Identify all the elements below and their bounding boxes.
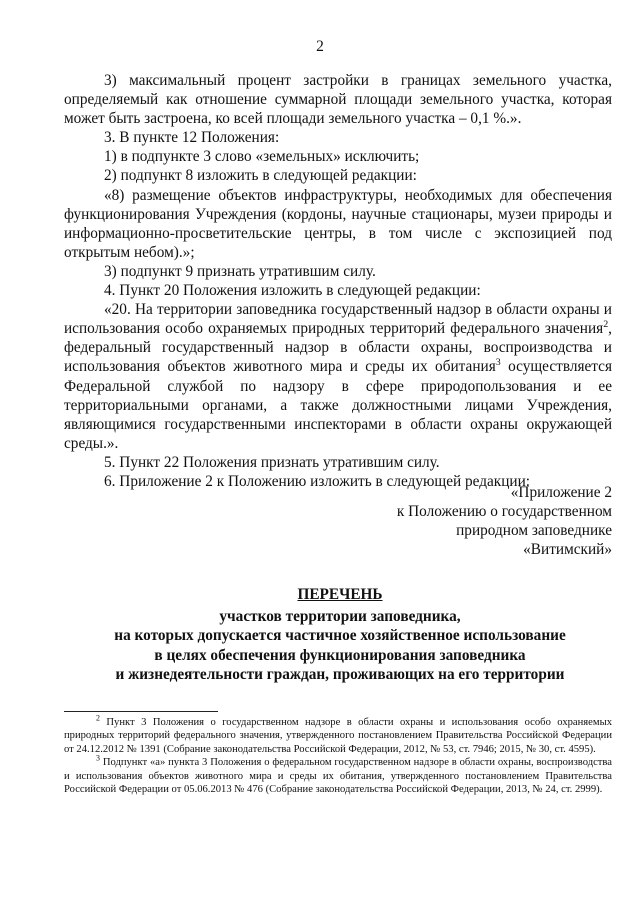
- footnote-mark: 3: [96, 753, 100, 763]
- paragraph: 5. Пункт 22 Положения признать утратившим силу.: [104, 453, 440, 471]
- paragraph: 1) в подпункте 3 слово «земельных» исключить;: [104, 148, 420, 166]
- paragraph: 3) подпункт 9 признать утратившим силу.: [104, 262, 376, 280]
- paragraph-20-part-c: осуществляется Федеральной службой по надзору в сфере природопользования и ее территориальными органами, а также должностными лицами Учреждения, являющимися государственными инспекторами в области охраны окружающей среды.».: [64, 358, 612, 452]
- title-line: в целях обеспечения функционирования заповедника: [154, 646, 526, 664]
- title-line: участков территории заповедника,: [219, 607, 461, 625]
- appendix-line: «Витимский»: [523, 541, 612, 558]
- page-number: 2: [316, 38, 324, 55]
- appendix-line: «Приложение 2: [510, 484, 612, 501]
- footnote-2: [64, 713, 612, 756]
- paragraph: 3. В пункте 12 Положения:: [104, 129, 280, 147]
- paragraph: «8) размещение объектов инфраструктуры, необходимых для обеспечения функционирования Учреждения (кордоны, научные стационары, музеи природы и информационно-просветительские центры, в том числе с экспозицией под открытым небом).»;: [64, 186, 612, 261]
- paragraph: 2) подпункт 8 изложить в следующей редакции:: [104, 167, 417, 185]
- paragraph: 6. Приложение 2 к Положению изложить в следующей редакции:: [104, 472, 531, 490]
- appendix-line: к Положению о государственном: [396, 503, 612, 520]
- appendix-line: природном заповеднике: [456, 522, 612, 539]
- title-line: и жизнедеятельности граждан, проживающих на его территории: [115, 666, 565, 683]
- footnote-3: [64, 753, 612, 796]
- title-line: на которых допускается частичное хозяйственное использование: [114, 627, 566, 644]
- paragraph: 4. Пункт 20 Положения изложить в следующей редакции:: [104, 282, 481, 300]
- paragraph: 3) максимальный процент застройки в границах земельного участка, определяемый как отношение суммарной площади земельного участка, которая может быть застроена, ко всей площади земельного участка – 0,1 %.».: [64, 72, 612, 128]
- main-text: [64, 71, 612, 491]
- footnote-mark: 2: [96, 713, 100, 723]
- list-title: [60, 585, 620, 685]
- title-heading: ПЕРЕЧЕНЬ: [297, 586, 383, 603]
- footnote-ref-3: 3: [495, 357, 501, 369]
- footnote-text: Пункт 3 Положения о государственном надзоре в области охраны и использования особо охраняемых природных территорий федерального значения, утвержденного постановлением Правительства Российской Федерации от 24.12.2012 № 1391 (Собрание законодательства Российской Федерации, 2012, № 53, ст. 7946; 2015, № 30, ст. 4595).: [64, 717, 612, 755]
- footnotes: [64, 713, 612, 796]
- paragraph-20-part-b: , федеральный государственный надзор в области охраны, воспроизводства и использования объектов животного мира и среды их обитания: [64, 320, 612, 376]
- footnote-text: Подпункт «а» пункта 3 Положения о федеральном государственном надзоре в области охраны, воспроизводства и использования объектов животного мира и среды их обитания, утвержденного постановлением Правительства Российской Федерации от 05.06.2013 № 476 (Собрание законодательства Российской Федерации, 2013, № 24, ст. 2999).: [64, 757, 612, 796]
- appendix-header: [397, 483, 612, 559]
- footnote-separator: [64, 711, 218, 712]
- footnote-ref-2: 2: [603, 319, 609, 331]
- paragraph-20: [64, 300, 612, 453]
- paragraph-20-part-a: «20. На территории заповедника государственный надзор в области охраны и использования особо охраняемых природных территорий федерального значения: [64, 301, 612, 338]
